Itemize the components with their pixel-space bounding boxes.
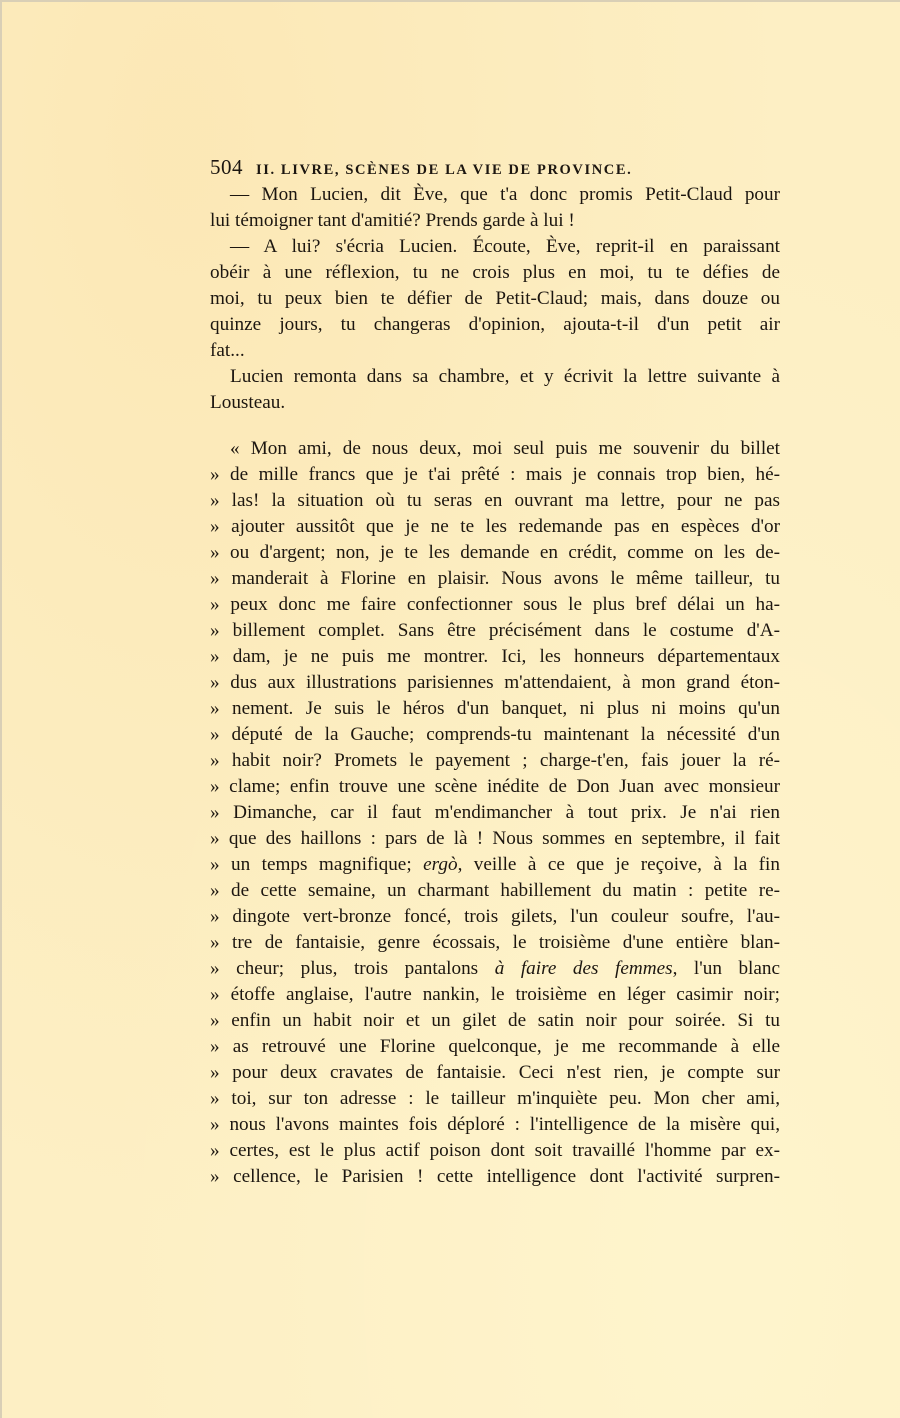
letter-line: » las! la situation où tu seras en ouvrant ma lettre, pour ne pas	[210, 490, 780, 511]
page-number: 504	[210, 155, 243, 179]
letter-line: » manderait à Florine en plaisir. Nous avons le même tailleur, tu	[210, 568, 780, 589]
letter-line: » clame; enfin trouve une scène inédite de Don Juan avec monsieur	[210, 776, 780, 797]
letter-line: » ou d'argent; non, je te les demande en crédit, comme on les de-	[210, 542, 780, 563]
text-line: obéir à une réflexion, tu ne crois plus en moi, tu te défies de	[210, 262, 780, 283]
letter-line: » billement complet. Sans être précisément dans le costume d'A-	[210, 620, 780, 641]
letter-line: » habit noir? Promets le payement ; charge-t'en, fais jouer la ré-	[210, 750, 780, 771]
text-run: , l'un blanc	[672, 958, 781, 979]
letter-line: « Mon ami, de nous deux, moi seul puis me souvenir du billet	[230, 438, 780, 459]
letter-line-with-italic	[210, 956, 780, 982]
letter-line: » nous l'avons maintes fois déploré : l'intelligence de la misère qui,	[210, 1114, 780, 1135]
letter-line: » député de la Gauche; comprends-tu maintenant la nécessité d'un	[210, 724, 780, 745]
running-title: II. LIVRE, SCÈNES DE LA VIE DE PROVINCE.	[256, 162, 633, 178]
letter-line: » dus aux illustrations parisiennes m'attendaient, à mon grand éton-	[210, 672, 780, 693]
text-line: moi, tu peux bien te défier de Petit-Claud; mais, dans douze ou	[210, 288, 780, 309]
page-text-block	[210, 152, 780, 1190]
running-head	[210, 152, 780, 182]
letter-line: » de mille francs que je t'ai prêté : mais je connais trop bien, hé-	[210, 464, 780, 485]
paragraph-gap	[210, 416, 780, 436]
letter-line: » pour deux cravates de fantaisie. Ceci n'est rien, je compte sur	[210, 1062, 780, 1083]
letter-line: » as retrouvé une Florine quelconque, je me recommande à elle	[210, 1036, 780, 1057]
letter-line: » nement. Je suis le héros d'un banquet, ni plus ni moins qu'un	[210, 698, 780, 719]
letter-line: » cellence, le Parisien ! cette intelligence dont l'activité surpren-	[210, 1166, 780, 1187]
text-run: » un temps magnifique;	[210, 854, 424, 875]
letter-line: » ajouter aussitôt que je ne te les redemande pas en espèces d'or	[210, 516, 780, 537]
scan-edge-top	[0, 0, 900, 2]
letter-line: » étoffe anglaise, l'autre nankin, le troisième en léger casimir noir;	[210, 984, 780, 1005]
italic-phrase: à faire des femmes	[494, 958, 673, 979]
paragraph-narration	[210, 364, 780, 416]
letter-line: » enfin un habit noir et un gilet de satin noir pour soirée. Si tu	[210, 1010, 780, 1031]
text-line: Lousteau.	[210, 392, 286, 413]
text-line: fat...	[210, 340, 245, 361]
scan-edge-left	[0, 0, 2, 1418]
text-line: lui témoigner tant d'amitié? Prends garde à lui !	[210, 210, 575, 231]
letter-line: » tre de fantaisie, genre écossais, le troisième d'une entière blan-	[210, 932, 780, 953]
letter-to-lousteau	[210, 436, 780, 1190]
letter-line: » peux donc me faire confectionner sous le plus bref délai un ha-	[210, 594, 780, 615]
text-line: — A lui? s'écria Lucien. Écoute, Ève, reprit-il en paraissant	[230, 236, 780, 257]
italic-word-ergo: ergò	[423, 854, 458, 875]
text-line: quinze jours, tu changeras d'opinion, ajouta-t-il d'un petit air	[210, 314, 780, 335]
text-line: — Mon Lucien, dit Ève, que t'a donc promis Petit-Claud pour	[230, 184, 780, 205]
letter-line: » de cette semaine, un charmant habillement du matin : petite re-	[210, 880, 780, 901]
paragraph-lucien-reply	[210, 234, 780, 364]
letter-line: » dam, je ne puis me montrer. Ici, les honneurs départementaux	[210, 646, 780, 667]
letter-line: » dingote vert-bronze foncé, trois gilets, l'un couleur soufre, l'au-	[210, 906, 780, 927]
letter-line: » toi, sur ton adresse : le tailleur m'inquiète peu. Mon cher ami,	[210, 1088, 780, 1109]
letter-line: » certes, est le plus actif poison dont soit travaillé l'homme par ex-	[210, 1140, 780, 1161]
text-line: Lucien remonta dans sa chambre, et y écrivit la lettre suivante à	[230, 366, 780, 387]
text-run: » cheur; plus, trois pantalons	[210, 958, 495, 979]
letter-line: » que des haillons : pars de là ! Nous sommes en septembre, il fait	[210, 828, 780, 849]
text-run: , veille à ce que je reçoive, à la fin	[457, 854, 780, 875]
paragraph-eve-question	[210, 182, 780, 234]
letter-line: » Dimanche, car il faut m'endimancher à tout prix. Je n'ai rien	[210, 802, 780, 823]
letter-line-with-italic	[210, 852, 780, 878]
